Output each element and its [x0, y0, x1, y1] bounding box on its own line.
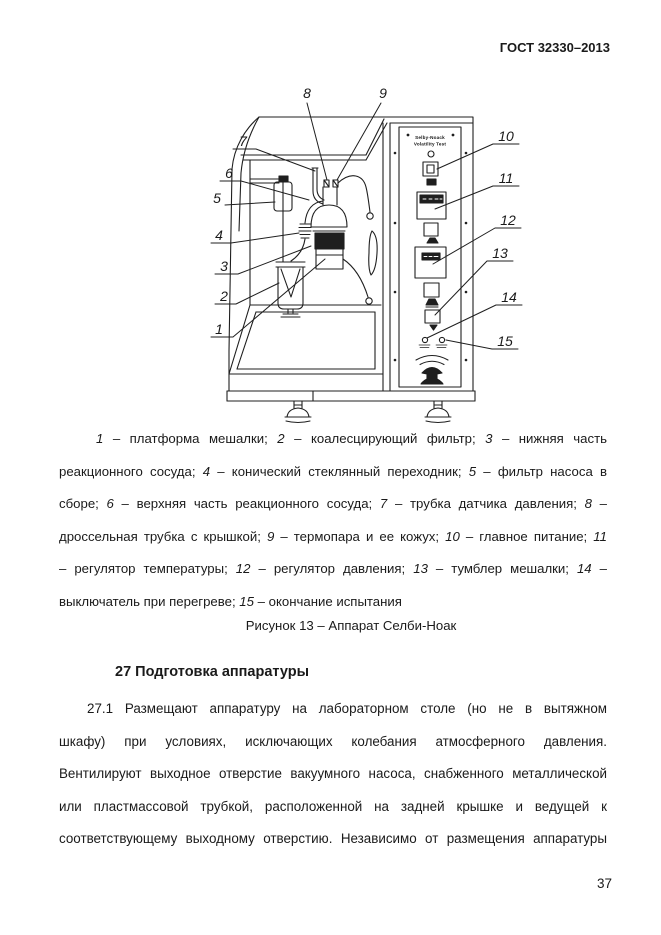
pressure-regulator[interactable]: [415, 247, 446, 278]
coalescing-filter-beaker: [276, 262, 305, 317]
stirrer-toggle[interactable]: [425, 310, 440, 330]
foot-right: [425, 401, 451, 423]
panel-title-line1: Selby-Noack: [415, 135, 445, 140]
callout-3: 3: [220, 258, 228, 274]
text-line: шкафу) при условиях, исключающих колебания атмосферного давления.: [59, 733, 607, 749]
callout-7: 7: [239, 133, 247, 149]
callout-2: 2: [220, 288, 228, 304]
callout-5: 5: [213, 190, 221, 206]
door-handle: [369, 231, 377, 275]
tiny-panel-labels: [419, 345, 447, 348]
text-line: соответствующему выходному отверстию. Независимо от размещения аппаратуры: [59, 831, 607, 847]
panel-title-line2: Volatility Test: [413, 141, 447, 147]
callout-6: 6: [225, 165, 233, 181]
callout-15: 15: [497, 333, 513, 349]
callout-11: 11: [498, 170, 514, 186]
section-heading: 27 Подготовка аппаратуры: [115, 664, 309, 680]
figure-caption: Рисунок 13 – Аппарат Селби-Ноак: [245, 618, 457, 633]
foot-left: [285, 401, 311, 423]
page-number: 37: [596, 876, 612, 891]
callout-9: 9: [379, 85, 387, 101]
thermocouple-cable: [338, 176, 373, 219]
page-header: ГОСТ 32330–2013: [499, 40, 610, 55]
text-line: – регулятор температуры; 12 – регулятор давления; 13 – тумблер мешалки; 14 –: [59, 561, 607, 577]
text-line: сборе; 6 – верхняя часть реакционного сосуда; 7 – трубка датчика давления; 8 –: [59, 496, 607, 512]
heater-switch[interactable]: [424, 283, 439, 307]
apparatus-diagram: [203, 83, 533, 428]
stirrer-cable: [343, 259, 372, 304]
reaction-vessel: [291, 180, 347, 269]
callout-10: 10: [498, 128, 514, 144]
pressure-sensor-tube: [312, 168, 324, 204]
pilot-light: [428, 151, 434, 157]
test-complete-light: [439, 337, 444, 342]
callout-8: 8: [303, 85, 311, 101]
text-line: 27.1 Размещают аппаратуру на лабораторном столе (но не в вытяжном: [87, 701, 607, 716]
callout-1: 1: [215, 321, 223, 337]
callout-12: 12: [500, 212, 516, 228]
text-line: 1 – платформа мешалки; 2 – коалесцирующий фильтр; 3 – нижняя часть: [96, 431, 607, 446]
buzzer-icon: [416, 356, 448, 385]
text-line: или пластмассовой трубкой, расположенной на задней крышке и ведущей к: [59, 798, 607, 814]
text-line: дроссельная трубка с крышкой; 9 – термопара и ее кожух; 10 – главное питание; 11: [59, 528, 607, 544]
figure-selby-noack-apparatus: [203, 83, 533, 428]
callout-4: 4: [215, 227, 223, 243]
temperature-regulator[interactable]: [417, 192, 446, 219]
text-line: выключатель при перегреве; 15 – окончание испытания: [59, 593, 402, 609]
callout-13: 13: [492, 245, 508, 261]
text-line: реакционного сосуда; 4 – конический стеклянный переходник; 5 – фильтр насоса в: [59, 463, 607, 479]
callout-14: 14: [501, 289, 517, 305]
control-panel: [394, 127, 468, 387]
text-line: Вентилируют выходное отверстие вакуумного насоса, снабженного металлической: [59, 766, 607, 782]
main-power-switch[interactable]: [423, 162, 438, 185]
section-paragraph: [59, 693, 607, 856]
figure-legend: [59, 423, 607, 619]
mid-switch[interactable]: [424, 223, 438, 243]
